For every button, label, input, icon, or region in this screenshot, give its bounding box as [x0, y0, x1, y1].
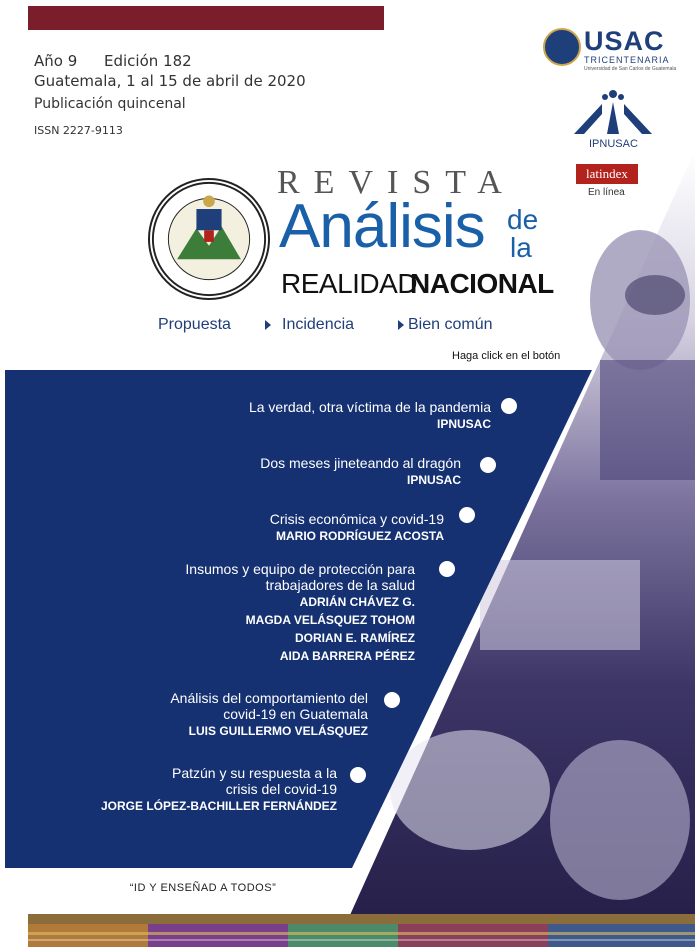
arrow-right-icon: [398, 320, 404, 330]
article-title: crisis del covid-19: [225, 781, 337, 797]
title-analisis: Análisis: [279, 192, 485, 261]
arrow-right-icon: [265, 320, 271, 330]
article-button[interactable]: [439, 561, 455, 577]
issn-label: ISSN 2227-9113: [34, 124, 123, 137]
article-button[interactable]: [350, 767, 366, 783]
article-author: LUIS GUILLERMO VELÁSQUEZ: [188, 724, 368, 738]
article-entry: [170, 690, 368, 740]
article-title: Crisis económica y covid-19: [269, 511, 444, 527]
article-title: La verdad, otra víctima de la pandemia: [248, 399, 491, 415]
article-button[interactable]: [459, 507, 475, 523]
carolina-academia-seal-icon: [148, 178, 270, 300]
article-entry: [260, 455, 461, 489]
article-author: JORGE LÓPEZ-BACHILLER FERNÁNDEZ: [100, 799, 337, 813]
ipnusac-logo-icon: [572, 88, 654, 138]
title-revista: REVISTA: [277, 164, 516, 201]
tagline-incidencia: Incidencia: [282, 316, 355, 333]
year-label: Año 9: [34, 52, 78, 70]
article-author: MAGDA VELÁSQUEZ TOHOM: [245, 613, 415, 627]
latindex-subtitle: En línea: [588, 187, 625, 198]
article-entry: [101, 765, 337, 815]
edition-label: Edición 182: [104, 52, 192, 70]
usac-seal-logo: [543, 28, 581, 66]
usac-university-text: Universidad de San Carlos de Guatemala: [584, 66, 677, 72]
article-author: MARIO RODRÍGUEZ ACOSTA: [276, 529, 444, 543]
article-title: Análisis del comportamiento del: [170, 690, 368, 706]
article-title: Insumos y equipo de protección para: [185, 561, 415, 577]
title-de: de: [507, 204, 539, 235]
article-entry: [249, 399, 491, 433]
article-author: IPNUSAC: [406, 473, 461, 487]
article-title: Dos meses jineteando al dragón: [260, 455, 461, 471]
title-realidad: REALIDAD: [281, 268, 418, 299]
woven-textile-strip: [28, 924, 695, 947]
title-la: la: [510, 232, 532, 263]
bottom-accent-bar: [28, 914, 695, 924]
article-entry: [270, 511, 444, 545]
article-author: IPNUSAC: [436, 417, 491, 431]
click-hint: Haga click en el botón: [452, 350, 561, 362]
article-button[interactable]: [501, 398, 517, 414]
tagline-bien-comun: Bien común: [408, 316, 493, 333]
article-entry: [185, 561, 415, 665]
latindex-logo: latindex: [576, 164, 638, 184]
frequency-label: Publicación quincenal: [34, 96, 186, 112]
article-button[interactable]: [384, 692, 400, 708]
article-title: trabajadores de la salud: [265, 577, 415, 593]
article-author: AIDA BARRERA PÉREZ: [279, 649, 415, 663]
article-title: covid-19 en Guatemala: [223, 706, 368, 722]
usac-logo-text: USAC: [584, 26, 665, 56]
date-label: Guatemala, 1 al 15 de abril de 2020: [34, 72, 306, 90]
article-button[interactable]: [480, 457, 496, 473]
article-title: Patzún y su respuesta a la: [172, 765, 337, 781]
article-author: DORIAN E. RAMÍREZ: [295, 631, 415, 645]
title-nacional: NACIONAL: [410, 268, 554, 299]
tagline-propuesta: Propuesta: [158, 316, 231, 333]
article-author: ADRIÁN CHÁVEZ G.: [299, 595, 415, 609]
ipnusac-logo-text: IPNUSAC: [589, 138, 638, 150]
motto: “ID Y ENSEÑAD A TODOS”: [129, 882, 277, 894]
usac-tricentenaria-text: TRICENTENARIA: [584, 55, 670, 65]
